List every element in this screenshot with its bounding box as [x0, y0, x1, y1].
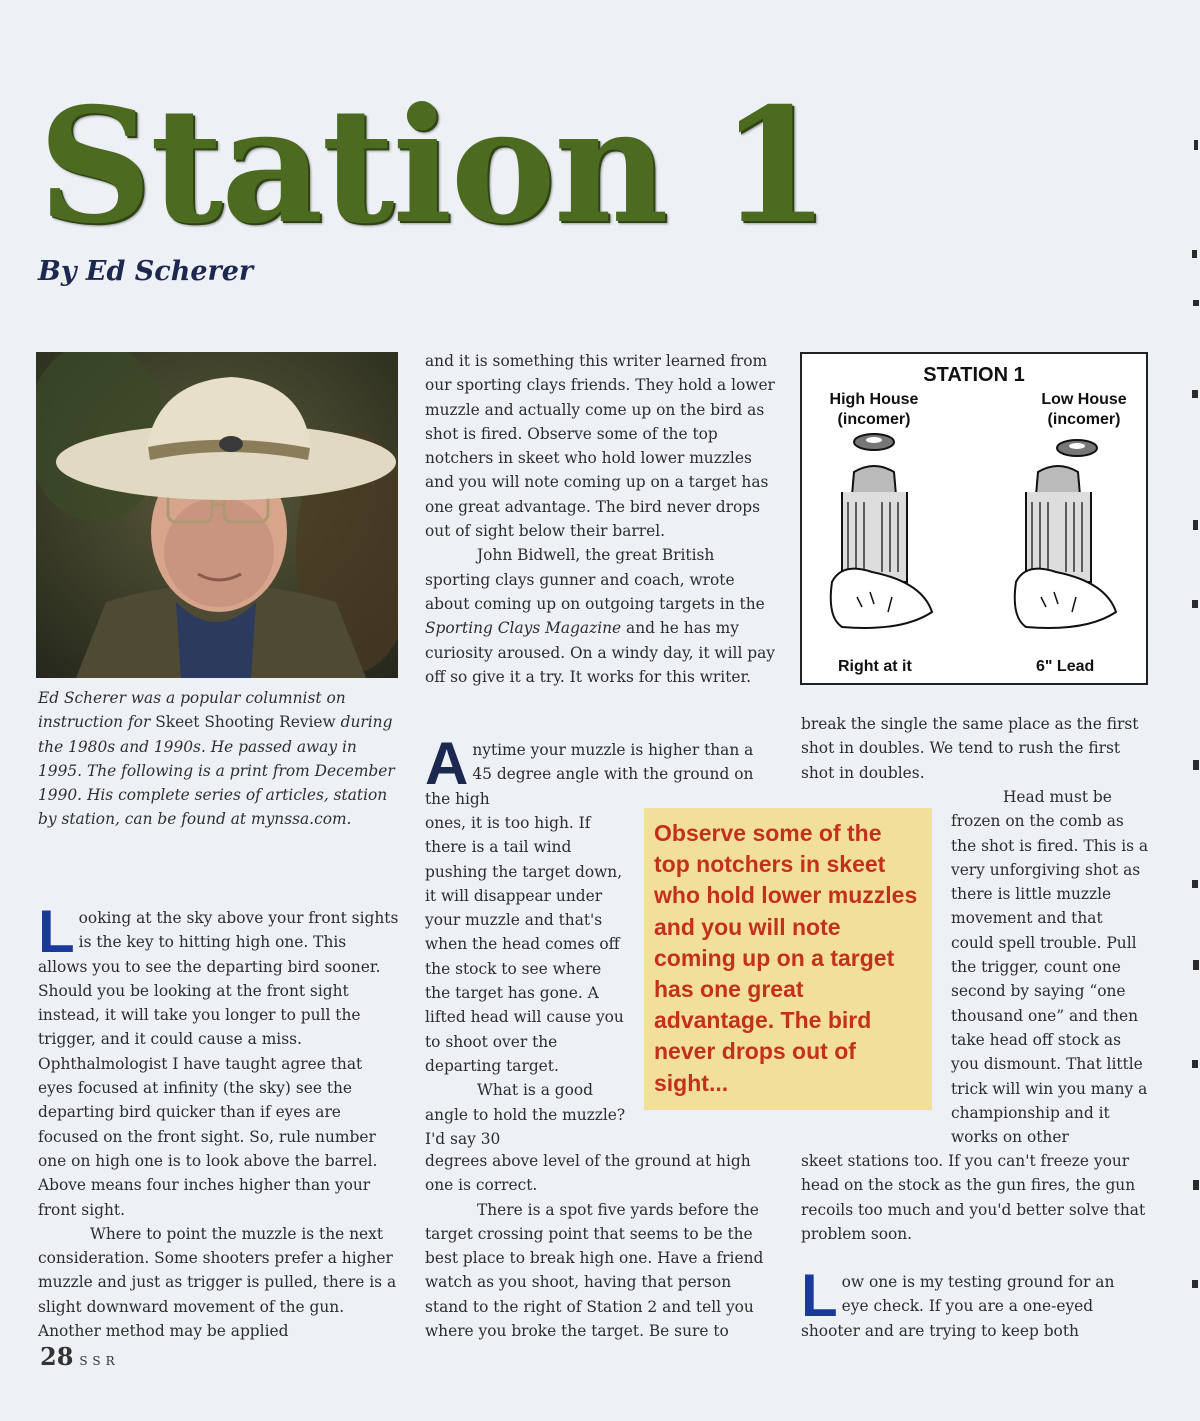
col2-paragraph-3a: Anytime your muzzle is higher than a 45 degree angle with the ground on the high: [425, 730, 754, 808]
col3-paragraph-2: Head must be frozen on the comb as the shot is fired. This is a very unforgiving shot as there is little muzzle movement and that could spell trouble. Pull the trigger, count one second by saying “one thousand one” and then take head off stock as you dismount. That little trick will win you many a championship and it works on other: [951, 788, 1149, 1147]
right-shooter-illustration: [1015, 440, 1116, 628]
page-number: 28: [40, 1342, 74, 1371]
caption-publication: Skeet Shooting Review: [155, 713, 336, 732]
col3-paragraph-2b: skeet stations too. If you can't freeze your head on the stock as the gun fires, the gun recoils too much and you'd better solve that problem soon.: [801, 1152, 1146, 1243]
column-3-drop: [801, 1262, 1146, 1343]
col1-paragraph-2: Where to point the muzzle is the next consideration. Some shooters prefer a higher muzzle and just as trigger is pulled, there is a slight downward movement of the gun. Another method may be applied: [38, 1224, 397, 1341]
column-3-narrow: [951, 785, 1149, 1149]
pull-quote: Observe some of the top notchers in skeet who hold lower muzzles and you will note coming up on a target has one great advantage. The bird never drops out of sight...: [644, 808, 932, 1110]
page-title: Station 1: [38, 74, 828, 259]
author-photo: [36, 352, 398, 678]
drop-cap: L: [801, 1262, 838, 1329]
author-portrait-image: [36, 352, 398, 678]
byline: By Ed Scherer: [38, 256, 254, 287]
col2-paragraph-2: John Bidwell, the great British sporting clays gunner and coach, wrote about coming up on outgoing targets in the Sporting Clays Magazine and he has my curiosity aroused. On a windy day, it will pay off so give it a try. It works for this writer.: [425, 546, 775, 686]
col2-paragraph-4: What is a good angle to hold the muzzle? I'd say 30: [425, 1081, 626, 1148]
column-3-bottom: [801, 1149, 1146, 1246]
col3-paragraph-3: Low one is my testing ground for an eye check. If you are a one-eyed shooter and are trying to keep both: [801, 1262, 1115, 1340]
column-1: [38, 898, 400, 1343]
left-bottom-label: Right at it: [838, 658, 912, 675]
column-2-mid: [425, 811, 630, 1151]
column-2-top: [425, 349, 777, 689]
col3-paragraph-1: break the single the same place as the first shot in doubles. We tend to rush the first shot in doubles.: [801, 715, 1139, 782]
right-bottom-label: 6" Lead: [1036, 658, 1095, 675]
high-house-label: High House (incomer): [829, 391, 919, 428]
spiral-binding-edge: [1180, 0, 1200, 1421]
column-2-bottom: [425, 1149, 777, 1343]
low-house-label: Low House (incomer): [1041, 391, 1127, 428]
col2-paragraph-1: and it is something this writer learned from our sporting clays friends. They hold a lower muzzle and actually come up on the bird as shot is fired. Observe some of the top notchers in skeet who hold lower muzzles and you will note coming up on a target has one great advantage. The bird never drops out of sight below their barrel.: [425, 352, 775, 541]
column-3-top: [801, 712, 1141, 785]
col2-paragraph-5: There is a spot five yards before the target crossing point that seems to be the best place to break high one. Have a friend watch as you shoot, having that person stand to the right of Station 2 and tell you where you broke the target. Be sure to: [425, 1200, 764, 1341]
drop-cap: A: [425, 730, 469, 797]
col1-paragraph-1: Looking at the sky above your front sights is the key to hitting high one. This allows you to see the departing bird sooner. Should you be looking at the front sight instead, it will take you longer to pull the trigger, and it could cause a miss. Ophthalmologist I have taught agree that eyes focused at infinity (the sky) see the departing bird quicker than if eyes are focused on the front sight. So, rule number one on high one is to look above the barrel. Above means four inches higher than your front sight.: [38, 898, 399, 1219]
page-folio: [40, 1342, 120, 1371]
shooter-illustrations: [802, 432, 1146, 652]
col2-paragraph-4b: degrees above level of the ground at high one is correct.: [425, 1152, 751, 1195]
col2-paragraph-3b: ones, it is too high. If there is a tail wind pushing the target down, it will disappear under your muzzle and that's when the head comes off the stock to see where the target has gone. A lifted head will cause you to shoot over the departing target.: [425, 814, 624, 1075]
column-2-drop: [425, 730, 767, 811]
diagram-title: STATION 1: [923, 364, 1025, 386]
photo-caption: Ed Scherer was a popular columnist on instruction for Skeet Shooting Review during the 1980s and 1990s. He passed away in 1995. The following is a print from December 1990. His complete series of articles, station by station, can be found at mynssa.com.: [38, 689, 395, 829]
magazine-name: Sporting Clays Magazine: [425, 619, 622, 638]
station-diagram: [800, 352, 1148, 685]
drop-cap: L: [38, 898, 75, 965]
magazine-abbrev: SSR: [79, 1354, 120, 1368]
left-shooter-illustration: [831, 434, 932, 628]
